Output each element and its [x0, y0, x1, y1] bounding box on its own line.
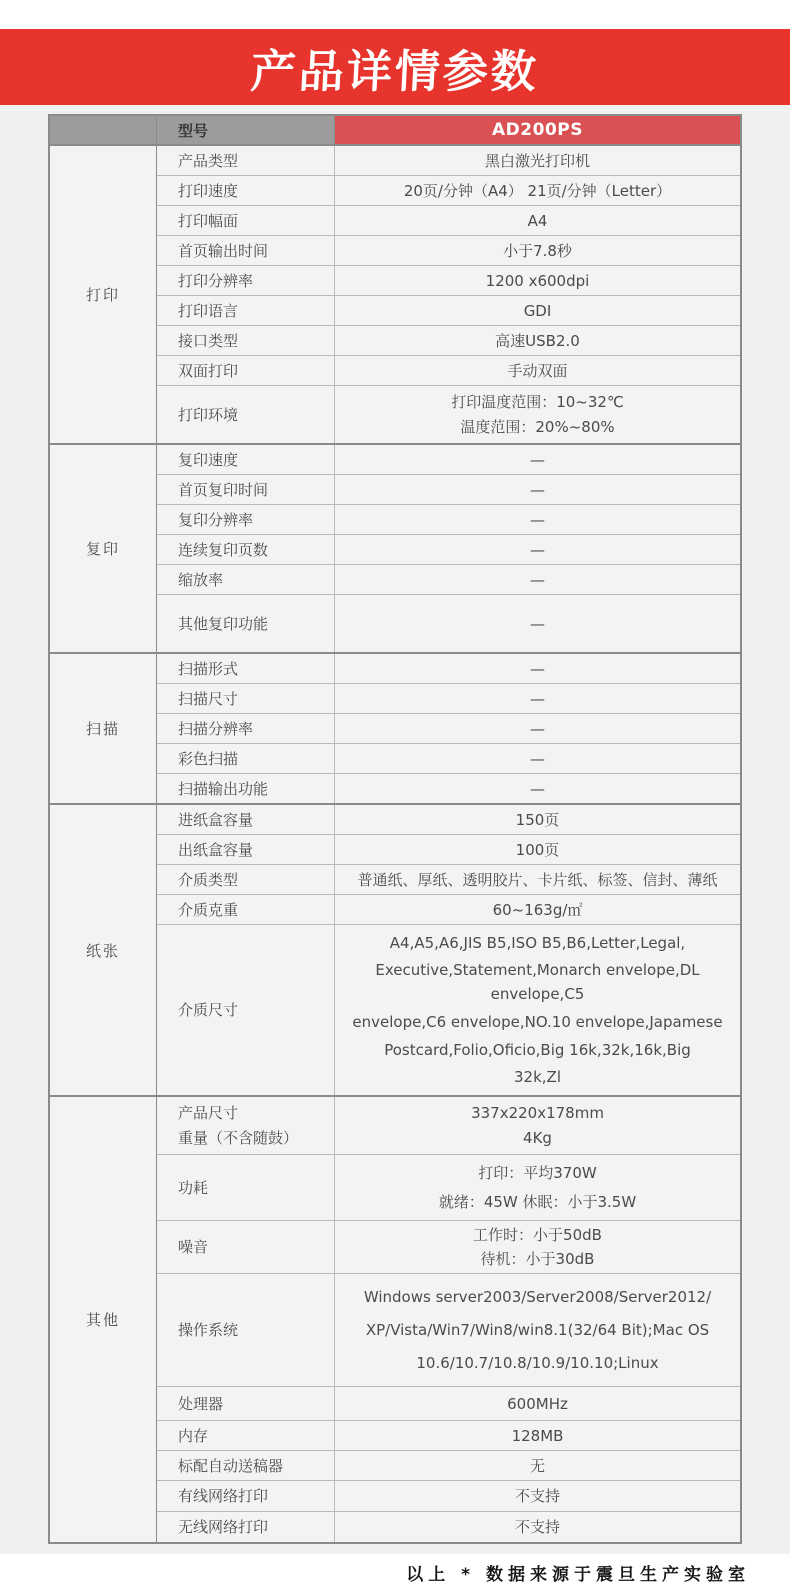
empty-value-dash: — [530, 689, 545, 708]
spec-table [48, 114, 742, 1544]
label-line: 有线网络打印 [178, 1487, 269, 1505]
value-line: 10.6/10.7/10.8/10.9/10.10;Linux [416, 1354, 659, 1372]
row-label [157, 505, 335, 534]
label-line: 处理器 [178, 1394, 224, 1413]
row-label [157, 1097, 335, 1154]
row-label [157, 1155, 335, 1220]
label-line: 扫描分辨率 [178, 719, 254, 738]
value-line: 不支持 [514, 1518, 560, 1536]
row-label [157, 1451, 335, 1480]
table-row [157, 1273, 740, 1386]
label-line: 操作系统 [178, 1321, 239, 1339]
row-value [335, 236, 740, 265]
row-value [335, 1097, 740, 1154]
row-label [157, 236, 335, 265]
title-banner [0, 29, 790, 105]
row-value [335, 684, 740, 713]
value-line: 不支持 [514, 1487, 560, 1505]
row-value [335, 744, 740, 773]
group-label: 复印 [50, 445, 157, 652]
row-label [157, 714, 335, 743]
label-line: 首页复印时间 [178, 480, 269, 499]
table-row [157, 773, 740, 803]
group-rows [157, 1097, 740, 1542]
row-value [335, 595, 740, 652]
value-line: 无 [529, 1456, 545, 1475]
value-line: envelope,C6 envelope,NO.10 envelope,Japamese [352, 1012, 723, 1031]
model-label: 型号 [157, 116, 335, 144]
table-row [157, 1154, 740, 1220]
group-label: 其他 [50, 1097, 157, 1542]
value-line: GDI [523, 301, 552, 320]
value-line: 150页 [515, 810, 560, 829]
row-label [157, 895, 335, 924]
spec-group [50, 652, 740, 803]
table-row [157, 295, 740, 325]
row-value [335, 925, 740, 1095]
top-margin [0, 0, 790, 29]
label-line: 扫描形式 [178, 659, 239, 678]
value-line: XP/Vista/Win7/Win8/win8.1(32/64 Bit);Mac OS [365, 1321, 710, 1339]
table-row [157, 1420, 740, 1450]
group-label: 扫描 [50, 654, 157, 803]
row-label [157, 835, 335, 864]
table-row [157, 205, 740, 235]
label-line: 打印语言 [178, 301, 239, 320]
table-row [157, 265, 740, 295]
label-line: 产品类型 [178, 151, 239, 170]
value-line: 小于7.8秒 [503, 241, 572, 260]
empty-value-dash: — [530, 570, 545, 589]
row-label [157, 1274, 335, 1386]
row-label [157, 744, 335, 773]
row-value [335, 865, 740, 894]
label-line: 双面打印 [178, 361, 239, 380]
table-row [157, 474, 740, 504]
value-line: 60~163g/㎡ [492, 900, 583, 919]
row-value [335, 565, 740, 594]
table-row [157, 594, 740, 652]
row-label [157, 925, 335, 1095]
value-line: 20页/分钟（A4） 21页/分钟（Letter） [403, 181, 672, 200]
table-row [157, 805, 740, 834]
label-line: 介质克重 [178, 900, 239, 919]
table-row [157, 924, 740, 1095]
table-row [157, 834, 740, 864]
label-line: 打印幅面 [178, 211, 239, 230]
value-line: 128MB [511, 1426, 564, 1445]
table-row [157, 564, 740, 594]
row-label [157, 865, 335, 894]
row-label [157, 1481, 335, 1511]
table-row [157, 534, 740, 564]
row-value [335, 1274, 740, 1386]
label-line: 扫描输出功能 [178, 779, 269, 798]
value-line: 100页 [515, 840, 560, 859]
label-line: 产品尺寸 [178, 1103, 239, 1122]
row-label [157, 445, 335, 474]
table-row [157, 1097, 740, 1154]
row-label [157, 1221, 335, 1273]
empty-value-dash: — [530, 540, 545, 559]
row-label [157, 296, 335, 325]
group-label: 纸张 [50, 805, 157, 1095]
row-label [157, 654, 335, 683]
model-value: AD200PS [335, 116, 740, 144]
spec-groups [50, 144, 740, 1542]
row-label [157, 805, 335, 834]
table-row [157, 175, 740, 205]
value-line: 待机：小于30dB [480, 1250, 595, 1268]
value-line: 4Kg [523, 1129, 552, 1148]
empty-value-dash: — [530, 779, 545, 798]
row-label [157, 535, 335, 564]
table-row [157, 864, 740, 894]
label-line: 内存 [178, 1426, 209, 1445]
corner-cell [50, 116, 157, 144]
row-label [157, 595, 335, 652]
row-label [157, 1421, 335, 1450]
row-label [157, 266, 335, 295]
row-label [157, 565, 335, 594]
table-row [157, 1386, 740, 1420]
label-line: 介质类型 [178, 870, 239, 889]
label-line: 噪音 [178, 1238, 209, 1256]
value-line: 337x220x178mm [471, 1103, 604, 1122]
row-value [335, 1421, 740, 1450]
row-value [335, 714, 740, 743]
table-row [157, 894, 740, 924]
value-line: Postcard,Folio,Oficio,Big 16k,32k,16k,Big [384, 1040, 691, 1059]
row-value [335, 1387, 740, 1420]
label-line: 接口类型 [178, 331, 239, 350]
row-value [335, 1512, 740, 1542]
label-line: 连续复印页数 [178, 540, 269, 559]
table-row [157, 713, 740, 743]
table-row [157, 235, 740, 265]
value-line: 高速USB2.0 [495, 331, 580, 350]
row-value [335, 774, 740, 803]
row-value [335, 445, 740, 474]
row-value [335, 475, 740, 504]
group-label: 打印 [50, 146, 157, 443]
empty-value-dash: — [530, 614, 545, 633]
value-line: 温度范围：20%~80% [460, 418, 615, 437]
table-row [157, 654, 740, 683]
label-line: 无线网络打印 [178, 1518, 269, 1536]
value-line: 手动双面 [507, 361, 568, 380]
row-label [157, 1387, 335, 1420]
table-row [157, 1480, 740, 1511]
empty-value-dash: — [530, 659, 545, 678]
value-line: Windows server2003/Server2008/Server2012/ [363, 1288, 712, 1306]
group-rows [157, 805, 740, 1095]
label-line: 标配自动送稿器 [178, 1456, 284, 1475]
empty-value-dash: — [530, 450, 545, 469]
value-line: A4,A5,A6,JIS B5,ISO B5,B6,Letter,Legal, [389, 933, 686, 952]
row-value [335, 835, 740, 864]
value-line: 打印温度范围：10~32℃ [451, 392, 624, 411]
value-line: Executive,Statement,Monarch envelope,DL envelope,C5 [375, 961, 700, 1004]
row-value [335, 535, 740, 564]
row-value [335, 386, 740, 443]
label-line: 扫描尺寸 [178, 689, 239, 708]
row-value [335, 356, 740, 385]
empty-value-dash: — [530, 510, 545, 529]
spec-group [50, 803, 740, 1095]
label-line: 出纸盒容量 [178, 840, 254, 859]
row-label [157, 176, 335, 205]
table-row [157, 146, 740, 175]
row-label [157, 326, 335, 355]
row-value [335, 1481, 740, 1511]
table-row [157, 683, 740, 713]
value-line: 600MHz [507, 1394, 568, 1413]
empty-value-dash: — [530, 749, 545, 768]
page-title: 产品详情参数 [249, 44, 541, 98]
group-rows [157, 445, 740, 652]
value-line: 32k,Zl [514, 1068, 561, 1087]
spec-group [50, 1095, 740, 1542]
row-value [335, 1155, 740, 1220]
label-line: 介质尺寸 [178, 1001, 239, 1019]
label-line: 打印分辨率 [178, 271, 254, 290]
label-line: 彩色扫描 [178, 749, 239, 768]
label-line: 首页输出时间 [178, 241, 269, 260]
row-value [335, 805, 740, 834]
row-label [157, 386, 335, 443]
content-area [0, 29, 790, 1585]
row-label [157, 146, 335, 175]
row-value [335, 206, 740, 235]
value-line: 普通纸、厚纸、透明胶片、卡片纸、标签、信封、薄纸 [357, 870, 718, 889]
label-line: 复印分辨率 [178, 510, 254, 529]
row-value [335, 266, 740, 295]
label-line: 打印环境 [178, 405, 239, 424]
table-row [157, 385, 740, 443]
table-row [157, 445, 740, 474]
row-value [335, 296, 740, 325]
model-header-row [50, 116, 740, 144]
footer-note: 以上 * 数据来源于震旦生产实验室 [406, 1565, 750, 1585]
table-row [157, 1220, 740, 1273]
row-label [157, 206, 335, 235]
label-line: 功耗 [178, 1178, 209, 1197]
row-label [157, 356, 335, 385]
row-value [335, 176, 740, 205]
label-line: 其他复印功能 [178, 614, 269, 633]
spec-group [50, 144, 740, 443]
row-label [157, 475, 335, 504]
group-rows [157, 654, 740, 803]
row-label [157, 774, 335, 803]
row-value [335, 146, 740, 175]
row-value [335, 895, 740, 924]
empty-value-dash: — [530, 719, 545, 738]
table-row [157, 1450, 740, 1480]
table-row [157, 325, 740, 355]
empty-value-dash: — [530, 480, 545, 499]
row-value [335, 505, 740, 534]
group-rows [157, 146, 740, 443]
label-line: 进纸盒容量 [178, 810, 254, 829]
label-line: 重量（不含随鼓） [178, 1129, 299, 1148]
table-row [157, 743, 740, 773]
value-line: 1200 x600dpi [485, 271, 590, 290]
label-line: 打印速度 [178, 181, 239, 200]
value-line: A4 [527, 211, 548, 230]
value-line: 打印：平均370W [478, 1164, 597, 1183]
label-line: 缩放率 [178, 570, 224, 589]
value-line: 就绪：45W 休眠：小于3.5W [438, 1192, 637, 1211]
value-line: 工作时：小于50dB [473, 1226, 602, 1244]
table-row [157, 355, 740, 385]
row-value [335, 326, 740, 355]
label-line: 复印速度 [178, 450, 239, 469]
table-row [157, 1511, 740, 1542]
row-value [335, 654, 740, 683]
value-line: 黑白激光打印机 [484, 151, 590, 170]
table-row [157, 504, 740, 534]
spec-group [50, 443, 740, 652]
row-label [157, 684, 335, 713]
row-value [335, 1221, 740, 1273]
row-value [335, 1451, 740, 1480]
row-label [157, 1512, 335, 1542]
